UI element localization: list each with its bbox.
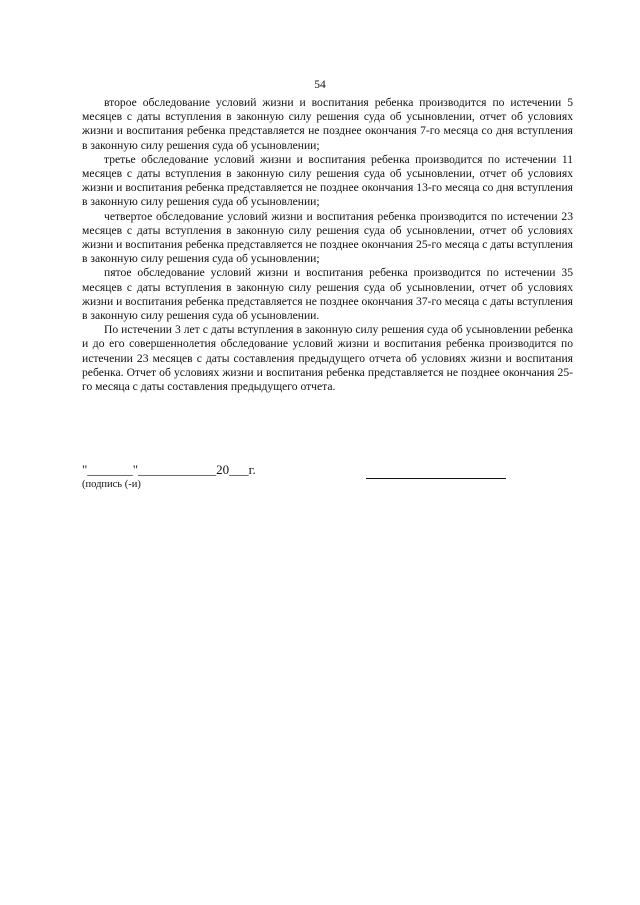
paragraph-fourth-inspection: четвертое обследование условий жизни и воспитания ребенка производится по истечении 23 месяцев с даты вступления в законную силу решения суда об усыновлении, отчет об условиях жизни и воспитания ребенка представляется не позднее окончания 25-го месяца с даты вступления в законную силу решения суда об усыновлении;	[82, 209, 573, 266]
paragraph-fifth-inspection: пятое обследование условий жизни и воспитания ребенка производится по истечении 35 месяцев с даты вступления в законную силу решения суда об усыновлении, отчет об условиях жизни и воспитания ребенка представляется не позднее окончания 37-го месяца с даты вступления в законную силу решения суда об усыновлении.	[82, 266, 573, 323]
document-body	[82, 96, 573, 394]
signature-caption: (подпись (-и)	[82, 479, 141, 490]
paragraph-second-inspection: второе обследование условий жизни и воспитания ребенка производится по истечении 5 месяцев с даты вступления в законную силу решения суда об усыновлении, отчет об условиях жизни и воспитания ребенка представляется не позднее окончания 7-го месяца со дня вступления в законную силу решения суда об усыновлении;	[82, 96, 573, 152]
paragraph-third-inspection: третье обследование условий жизни и воспитания ребенка производится по истечении 11 месяцев с даты вступления в законную силу решения суда об усыновлении, отчет об условиях жизни и воспитания ребенка представляется не позднее окончания 13-го месяца со дня вступления в законную силу решения суда об усыновлении;	[82, 152, 573, 209]
date-line: "_______"____________20___г.	[82, 462, 256, 477]
page-number: 54	[314, 79, 326, 91]
signature-line	[366, 478, 506, 479]
paragraph-after-three-years: По истечении 3 лет с даты вступления в законную силу решения суда об усыновлении ребенка и до его совершеннолетия обследование условий жизни и воспитания ребенка производится по истечении 23 месяцев с даты составления предыдущего отчета об условиях жизни и воспитания ребенка. Отчет об условиях жизни и воспитания ребенка представляется не позднее окончания 25-го месяца с даты составления предыдущего отчета.	[82, 323, 573, 394]
